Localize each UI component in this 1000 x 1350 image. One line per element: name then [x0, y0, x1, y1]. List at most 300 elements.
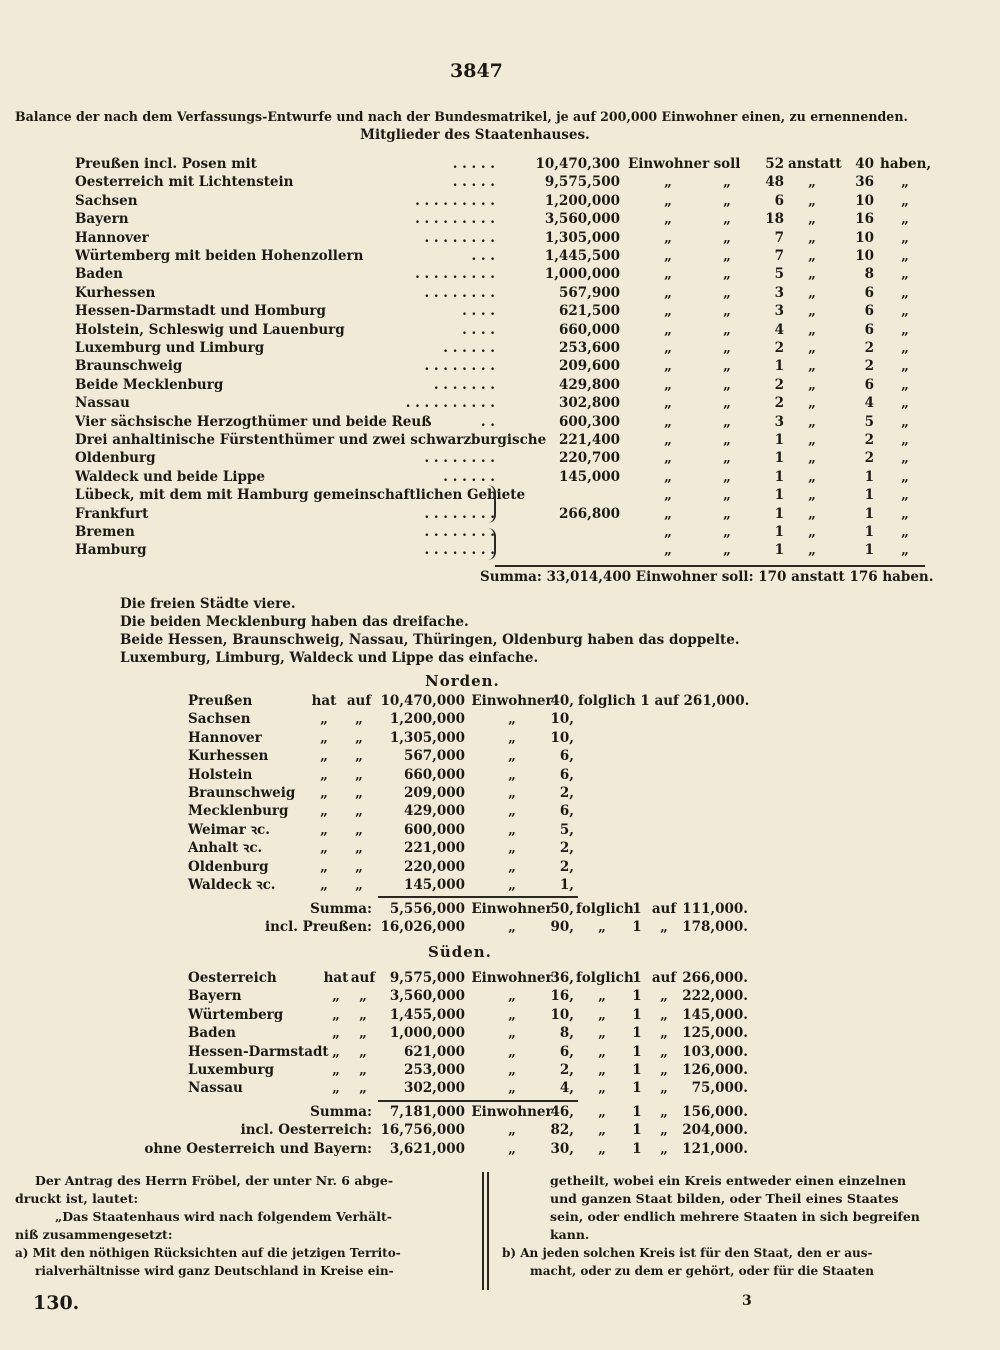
members: 6,: [559, 748, 574, 765]
unit-einwohner: „: [664, 211, 672, 228]
population: 621,000: [403, 1043, 465, 1060]
population: 10,470,300: [535, 156, 620, 172]
hat: „: [332, 988, 340, 1005]
footer-right-line-4: kann.: [550, 1227, 590, 1242]
members-haben: 1: [864, 468, 874, 485]
hat: „: [320, 766, 328, 783]
state-name: Preußen incl. Posen mit: [75, 156, 257, 172]
table-row: [0, 210, 1000, 228]
table-row: [0, 747, 1000, 765]
unit-einwohner: „: [664, 284, 672, 301]
population: 1,305,000: [389, 729, 465, 746]
leader-dots: . . . . . . . . .: [415, 266, 495, 283]
leader-dots: . . . . . . . . .: [415, 192, 495, 209]
anstatt: „: [808, 358, 816, 375]
anstatt: „: [808, 395, 816, 412]
members: 2,: [559, 858, 574, 875]
table-row: [0, 1103, 1000, 1121]
unit-einwohner: „: [508, 1080, 516, 1097]
state-name: Holstein, Schleswig und Lauenburg: [75, 321, 345, 338]
haben: „: [901, 542, 909, 559]
state-name: Bayern: [188, 988, 242, 1005]
norden-sum-rule: [378, 896, 578, 898]
unit-einwohner: „: [508, 1122, 516, 1139]
leader-dots: . . .: [471, 248, 495, 264]
anstatt: „: [808, 248, 816, 264]
ratio-one: 1: [632, 901, 642, 917]
soll: „: [723, 376, 731, 393]
state-name: Kurhessen: [75, 284, 156, 301]
leader-dots: . . . . . .: [443, 340, 495, 356]
members: 5,: [559, 821, 574, 838]
state-name: Holstein: [188, 766, 253, 783]
footer-left-line-2: druckt ist, lautet:: [15, 1191, 139, 1206]
members-haben: 10: [855, 248, 874, 264]
members-haben: 8: [864, 266, 874, 283]
members-soll: 3: [774, 284, 784, 301]
table-row: [0, 839, 1000, 857]
members: 50,: [550, 901, 574, 917]
table-row: [0, 692, 1000, 710]
ratio-one: 1: [632, 970, 642, 986]
population: 660,000: [558, 321, 620, 338]
state-name: Frankfurt: [75, 505, 149, 522]
auf: „: [355, 711, 363, 728]
ratio-one: 1: [632, 988, 642, 1005]
section-sueden-title: Süden.: [428, 943, 492, 961]
leader-dots: . . . . . . . .: [424, 284, 495, 301]
table-row: [0, 357, 1000, 375]
population: 209,600: [558, 358, 620, 375]
members-soll: 7: [774, 229, 784, 246]
ratio-value: 204,000.: [682, 1122, 748, 1139]
table-row: [0, 173, 1000, 191]
note-2: Die beiden Mecklenburg haben das dreifache.: [120, 614, 469, 630]
members: 10,: [550, 711, 574, 728]
soll: „: [723, 340, 731, 356]
unit-einwohner: „: [664, 468, 672, 485]
unit-einwohner: „: [508, 711, 516, 728]
haben: „: [901, 468, 909, 485]
state-name: Vier sächsische Herzogthümer und beide Reuß: [75, 413, 432, 430]
members-haben: 4: [864, 395, 874, 412]
population: 10,470,000: [380, 693, 465, 709]
norden-table: [0, 692, 1000, 902]
members-soll: 1: [774, 505, 784, 522]
state-name: Luxemburg und Limburg: [75, 340, 265, 356]
folglich: „: [598, 1062, 606, 1078]
sum-label: Summa:: [310, 901, 372, 917]
haben: „: [901, 450, 909, 467]
hat: „: [332, 1080, 340, 1097]
anstatt: „: [808, 487, 816, 504]
state-name: Waldeck ꝛc.: [188, 877, 276, 893]
balance-summa: Summa: 33,014,400 Einwohner soll: 170 anstatt 176 haben.: [480, 569, 934, 585]
table-row: [0, 784, 1000, 802]
population: 1,445,500: [544, 248, 620, 264]
members: 6,: [559, 1043, 574, 1060]
table-row: [0, 468, 1000, 486]
auf: „: [359, 1080, 367, 1097]
unit-einwohner: Einwohner: [471, 693, 553, 709]
auf: „: [359, 1043, 367, 1060]
members-soll: 5: [774, 266, 784, 283]
haben: „: [901, 248, 909, 264]
haben: „: [901, 284, 909, 301]
unit-einwohner: „: [508, 877, 516, 893]
haben: „: [901, 211, 909, 228]
anstatt: „: [808, 284, 816, 301]
hat: „: [320, 840, 328, 857]
table-row: [0, 339, 1000, 357]
unit-einwohner: „: [664, 413, 672, 430]
table-row: [0, 449, 1000, 467]
members-soll: 1: [774, 487, 784, 504]
soll: „: [723, 358, 731, 375]
soll: „: [723, 192, 731, 209]
members: 1,: [559, 877, 574, 893]
soll: „: [723, 413, 731, 430]
soll: „: [723, 303, 731, 320]
footer-left-line-5: a) Mit den nöthigen Rücksichten auf die jetzigen Territo-: [15, 1246, 401, 1260]
table-row: [0, 155, 1000, 173]
population: 302,800: [558, 395, 620, 412]
state-name: Bayern: [75, 211, 129, 228]
sueden-sum-rule: [378, 1100, 578, 1102]
table-row: [0, 376, 1000, 394]
haben: „: [901, 505, 909, 522]
hat: „: [320, 858, 328, 875]
leader-dots: . . . . . .: [443, 468, 495, 485]
members-soll: 1: [774, 450, 784, 467]
leader-dots: . . . . . . . . .: [415, 211, 495, 228]
folglich: „: [598, 1025, 606, 1042]
table-row: [0, 302, 1000, 320]
unit-einwohner: Einwohner: [628, 156, 710, 172]
ratio-one: 1: [632, 1025, 642, 1042]
auf: „: [660, 1062, 668, 1078]
anstatt: „: [808, 340, 816, 356]
balance-table: [0, 155, 1000, 575]
hat: hat: [311, 693, 337, 709]
haben: „: [901, 174, 909, 191]
population: 429,800: [558, 376, 620, 393]
members-soll: 1: [774, 468, 784, 485]
folglich: „: [598, 988, 606, 1005]
population: 9,575,000: [389, 970, 465, 986]
ratio-one: 1: [632, 1006, 642, 1023]
auf: „: [660, 1043, 668, 1060]
state-name: Preußen: [188, 693, 253, 709]
soll: „: [723, 468, 731, 485]
norden-sums: [0, 900, 1000, 940]
anstatt: „: [808, 321, 816, 338]
haben: „: [901, 413, 909, 430]
members-haben: 6: [864, 321, 874, 338]
table-row: [0, 766, 1000, 784]
state-name: Braunschweig: [188, 785, 296, 801]
hat: „: [332, 1006, 340, 1023]
soll: „: [723, 229, 731, 246]
ratio-value: 111,000.: [682, 901, 748, 917]
table-heading-line1: Balance der nach dem Verfassungs-Entwurfe und nach der Bundesmatrikel, je auf 200,000 Einwohner einen, zu ernennenden.: [15, 109, 908, 124]
anstatt: „: [808, 542, 816, 559]
section-norden-title: Norden.: [425, 672, 500, 690]
unit-einwohner: „: [508, 729, 516, 746]
soll: „: [723, 487, 731, 504]
unit-einwohner: „: [664, 174, 672, 191]
auf: „: [660, 919, 668, 936]
table-row: [0, 969, 1000, 987]
state-name: Braunschweig: [75, 358, 183, 375]
members-soll: 3: [774, 303, 784, 320]
auf: „: [660, 1080, 668, 1097]
population: 1,000,000: [544, 266, 620, 283]
population: 567,900: [558, 284, 620, 301]
members: 36,: [550, 970, 574, 986]
members: 6,: [559, 803, 574, 820]
note-4: Luxemburg, Limburg, Waldeck und Lippe das einfache.: [120, 650, 539, 666]
ratio-value: 145,000.: [682, 1006, 748, 1023]
members: 40,: [550, 693, 574, 709]
auf: „: [355, 858, 363, 875]
leader-dots: . . . . . . . .: [424, 229, 495, 246]
population: 145,000: [403, 877, 465, 893]
population: 221,400: [558, 432, 620, 448]
table-row: [0, 541, 1000, 559]
leader-dots: . .: [480, 413, 495, 430]
column-divider-2: [487, 1172, 489, 1290]
population: 429,000: [403, 803, 465, 820]
population: 660,000: [403, 766, 465, 783]
members-soll: 2: [774, 395, 784, 412]
sueden-sums: [0, 1103, 1000, 1163]
haben: „: [901, 376, 909, 393]
signature-mark: 130.: [33, 1292, 80, 1314]
unit-einwohner: „: [664, 358, 672, 375]
unit-einwohner: „: [508, 766, 516, 783]
ratio-value: 156,000.: [682, 1104, 748, 1120]
soll: „: [723, 432, 731, 448]
leader-dots: . . . . . . . .: [424, 505, 495, 522]
ratio-value: 103,000.: [682, 1043, 748, 1060]
hat: „: [332, 1025, 340, 1042]
members-haben: 2: [864, 340, 874, 356]
population: 3,560,000: [389, 988, 465, 1005]
sum-label: Summa:: [310, 1104, 372, 1120]
table-row: [0, 1061, 1000, 1079]
anstatt: „: [808, 174, 816, 191]
footer-right-line-2: und ganzen Staat bilden, oder Theil eines Staates: [550, 1191, 899, 1206]
state-name: Kurhessen: [188, 748, 269, 765]
table-row: [0, 821, 1000, 839]
members-haben: 16: [855, 211, 874, 228]
members-soll: 6: [774, 192, 784, 209]
anstatt: „: [808, 524, 816, 540]
unit-einwohner: Einwohner: [471, 1104, 553, 1120]
soll: „: [723, 211, 731, 228]
haben: haben,: [880, 156, 932, 172]
state-name: Nassau: [75, 395, 130, 412]
unit-einwohner: „: [508, 1006, 516, 1023]
members-haben: 5: [864, 413, 874, 430]
unit-einwohner: „: [664, 321, 672, 338]
hat: „: [320, 803, 328, 820]
members-soll: 18: [765, 211, 784, 228]
leader-dots: . . . . .: [452, 174, 495, 191]
soll: „: [723, 542, 731, 559]
folglich: folglich: [576, 901, 634, 917]
state-name: Lübeck, mit dem mit Hamburg gemeinschaftlichen Gebiete: [75, 487, 526, 504]
members-soll: 1: [774, 432, 784, 448]
unit-einwohner: „: [508, 840, 516, 857]
unit-einwohner: „: [508, 748, 516, 765]
unit-einwohner: „: [508, 785, 516, 801]
haben: „: [901, 487, 909, 504]
unit-einwohner: „: [664, 487, 672, 504]
footer-left-line-1: Der Antrag des Herrn Fröbel, der unter Nr. 6 abge-: [35, 1173, 394, 1188]
table-row: [0, 394, 1000, 412]
unit-einwohner: „: [508, 821, 516, 838]
auf: „: [660, 1122, 668, 1139]
population: 1,200,000: [544, 192, 620, 209]
haben: „: [901, 266, 909, 283]
population: 209,000: [403, 785, 465, 801]
anstatt: „: [808, 413, 816, 430]
members-haben: 2: [864, 358, 874, 375]
population: 145,000: [558, 468, 620, 485]
state-name: Baden: [75, 266, 124, 283]
auf: „: [359, 1062, 367, 1078]
haben: „: [901, 432, 909, 448]
unit-einwohner: „: [508, 1025, 516, 1042]
unit-einwohner: „: [508, 988, 516, 1005]
ratio-value: 125,000.: [682, 1025, 748, 1042]
haben: „: [901, 192, 909, 209]
folglich: „: [598, 919, 606, 936]
anstatt: anstatt: [788, 156, 842, 172]
auf: „: [660, 1104, 668, 1120]
auf: „: [355, 877, 363, 893]
members-haben: 40: [855, 156, 874, 172]
unit-einwohner: „: [508, 919, 516, 936]
page-number: 3847: [450, 60, 503, 82]
footer-right-line-5: b) An jeden solchen Kreis ist für den Staat, den er aus-: [502, 1246, 873, 1260]
leader-dots: . . . . . . .: [433, 376, 495, 393]
members-soll: 52: [765, 156, 784, 172]
footer-right-line-3: sein, oder endlich mehrere Staaten in sich begreifen: [550, 1209, 920, 1224]
unit-einwohner: „: [508, 803, 516, 820]
table-row: [0, 858, 1000, 876]
members-haben: 2: [864, 450, 874, 467]
ratio-value: 75,000.: [691, 1080, 748, 1097]
table-row: [0, 1024, 1000, 1042]
auf: „: [660, 988, 668, 1005]
unit-einwohner: „: [664, 303, 672, 320]
members: 8,: [559, 1025, 574, 1042]
population: 600,000: [403, 821, 465, 838]
folglich: „: [598, 1080, 606, 1097]
sum-label: ohne Oesterreich und Bayern:: [144, 1140, 372, 1157]
auf: „: [359, 1025, 367, 1042]
anstatt: „: [808, 303, 816, 320]
members: 2,: [559, 1062, 574, 1078]
members-haben: 6: [864, 284, 874, 301]
members-haben: 6: [864, 376, 874, 393]
folglich: „: [598, 1043, 606, 1060]
members: 46,: [550, 1104, 574, 1120]
population: 16,026,000: [380, 919, 465, 936]
anstatt: „: [808, 376, 816, 393]
table-row: [0, 486, 1000, 504]
unit-einwohner: „: [664, 395, 672, 412]
hat: „: [320, 729, 328, 746]
population: 16,756,000: [380, 1122, 465, 1139]
members: 6,: [559, 766, 574, 783]
hat: „: [320, 785, 328, 801]
population: 253,000: [403, 1062, 465, 1078]
state-name: Drei anhaltinische Fürstenthümer und zwei schwarzburgische: [75, 432, 547, 448]
table-row: [0, 987, 1000, 1005]
table-row: [0, 729, 1000, 747]
folglich: folglich: [576, 970, 634, 986]
leader-dots: . . . .: [462, 303, 495, 320]
ratio-one: 1: [632, 1080, 642, 1097]
anstatt: „: [808, 192, 816, 209]
unit-einwohner: „: [664, 192, 672, 209]
members: 2,: [559, 840, 574, 857]
balance-sum-rule: [495, 565, 925, 567]
state-name: Anhalt ꝛc.: [188, 840, 263, 857]
table-row: [0, 802, 1000, 820]
ratio-one: 1: [632, 1104, 642, 1120]
unit-einwohner: Einwohner: [471, 970, 553, 986]
folglich: „: [598, 1104, 606, 1120]
table-row: [0, 284, 1000, 302]
auf: „: [660, 1025, 668, 1042]
table-row: [0, 523, 1000, 541]
hat: hat: [323, 970, 349, 986]
members-haben: 6: [864, 303, 874, 320]
soll: „: [723, 174, 731, 191]
members: 10,: [550, 1006, 574, 1023]
ratio-one: 1: [632, 1043, 642, 1060]
table-row: [0, 505, 1000, 523]
anstatt: „: [808, 229, 816, 246]
state-name: Oldenburg: [75, 450, 156, 467]
haben: „: [901, 303, 909, 320]
members-haben: 10: [855, 229, 874, 246]
column-divider: [482, 1172, 484, 1290]
population: 221,000: [403, 840, 465, 857]
members-soll: 1: [774, 358, 784, 375]
state-name: Oesterreich: [188, 970, 277, 986]
soll: „: [723, 248, 731, 264]
table-row: [0, 1140, 1000, 1158]
population: 1,000,000: [389, 1025, 465, 1042]
auf: „: [355, 803, 363, 820]
sueden-table: [0, 969, 1000, 1104]
population: 567,000: [403, 748, 465, 765]
members-soll: 2: [774, 340, 784, 356]
auf: „: [355, 729, 363, 746]
hat: „: [320, 821, 328, 838]
unit-einwohner: „: [664, 229, 672, 246]
table-row: [0, 192, 1000, 210]
auf: auf: [651, 970, 677, 986]
state-name: Weimar ꝛc.: [188, 821, 270, 838]
population: 621,500: [558, 303, 620, 320]
